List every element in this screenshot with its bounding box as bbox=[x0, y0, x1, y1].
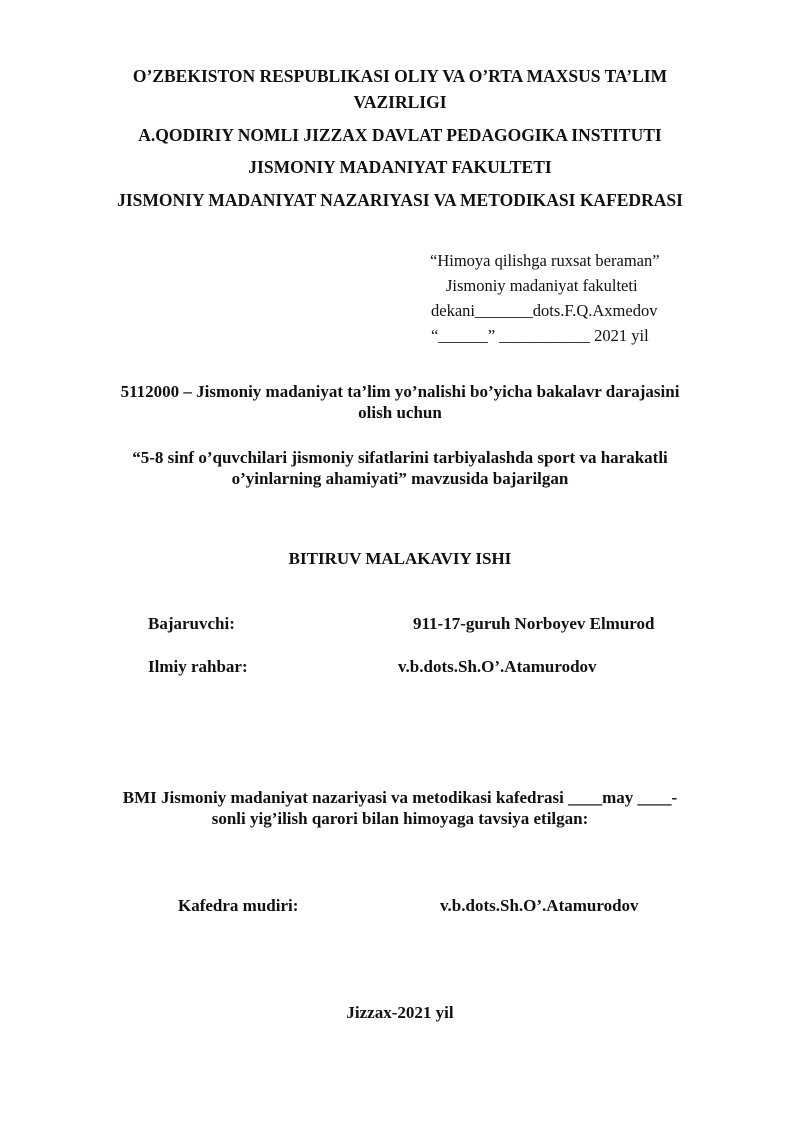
degree-line-1: 5112000 – Jismoniy madaniyat ta’lim yo’nalishi bo’yicha bakalavr darajasini bbox=[120, 382, 680, 401]
approval-line-4: “______” ___________ 2021 yil bbox=[431, 326, 649, 345]
degree-line-2: olish uchun bbox=[358, 403, 442, 422]
approval-line-2: Jismoniy madaniyat fakulteti bbox=[446, 276, 638, 295]
institute-name: A.QODIRIY NOMLI JIZZAX DAVLAT PEDAGOGIKA INSTITUTI bbox=[138, 125, 662, 145]
performer-value: 911-17-guruh Norboyev Elmurod bbox=[413, 614, 655, 633]
performer-label: Bajaruvchi: bbox=[148, 614, 235, 633]
work-title: BITIRUV MALAKAVIY ISHI bbox=[288, 549, 512, 568]
supervisor-value: v.b.dots.Sh.O’.Atamurodov bbox=[398, 657, 597, 676]
ministry-line-2: VAZIRLIGI bbox=[353, 92, 447, 112]
approval-line-3: dekani_______dots.F.Q.Axmedov bbox=[431, 301, 658, 320]
topic-line-2: o’yinlarning ahamiyati” mavzusida bajarilgan bbox=[231, 469, 569, 488]
approval-line-1: “Himoya qilishga ruxsat beraman” bbox=[430, 251, 660, 270]
topic-line-1: “5-8 sinf o’quvchilari jismoniy sifatlarini tarbiyalashda sport va harakatli bbox=[132, 448, 668, 467]
place-and-year: Jizzax-2021 yil bbox=[346, 1003, 454, 1022]
head-of-department-label: Kafedra mudiri: bbox=[178, 896, 299, 915]
ministry-line-1: O’ZBEKISTON RESPUBLIKASI OLIY VA O’RTA MAXSUS TA’LIM bbox=[132, 66, 668, 86]
supervisor-label: Ilmiy rahbar: bbox=[148, 657, 248, 676]
approval-block bbox=[420, 248, 710, 348]
faculty-name: JISMONIY MADANIYAT FAKULTETI bbox=[248, 157, 552, 177]
head-of-department-value: v.b.dots.Sh.O’.Atamurodov bbox=[440, 896, 639, 915]
recommendation-line-1: BMI Jismoniy madaniyat nazariyasi va metodikasi kafedrasi ____may ____- bbox=[122, 788, 678, 807]
recommendation-line-2: sonli yig’ilish qarori bilan himoyaga tavsiya etilgan: bbox=[211, 809, 589, 828]
department-name: JISMONIY MADANIYAT NAZARIYASI VA METODIKASI KAFEDRASI bbox=[117, 190, 683, 210]
